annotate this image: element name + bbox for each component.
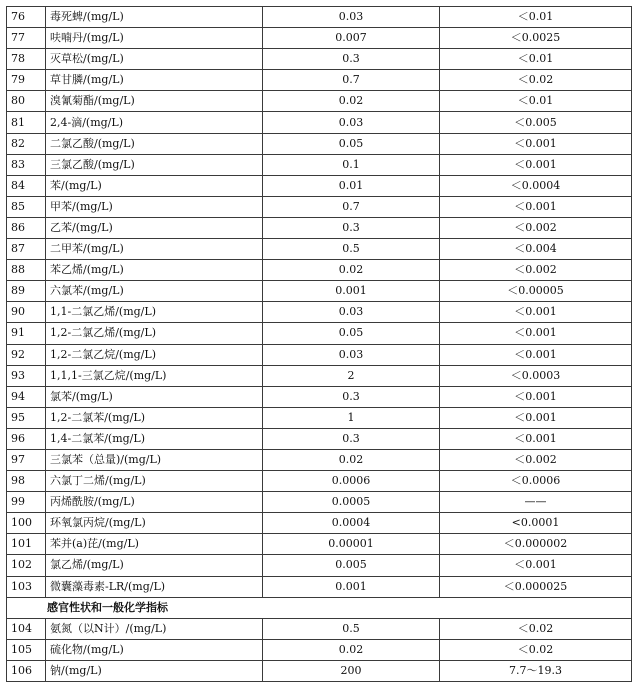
limit-value-cell: 0.05 <box>263 133 440 154</box>
row-number-cell: 79 <box>7 70 46 91</box>
row-number-cell: 78 <box>7 49 46 70</box>
table-row <box>7 618 632 639</box>
measured-value-cell: ＜0.001 <box>440 555 632 576</box>
table-row <box>7 660 632 681</box>
row-number-cell: 104 <box>7 618 46 639</box>
row-number-cell: 80 <box>7 91 46 112</box>
indicator-name-cell: 1,1-二氯乙烯/(mg/L) <box>46 302 263 323</box>
indicator-name-cell: 六氯苯/(mg/L) <box>46 281 263 302</box>
limit-value-cell: 0.3 <box>263 386 440 407</box>
indicator-name-cell: 六氯丁二烯/(mg/L) <box>46 471 263 492</box>
row-number-cell: 102 <box>7 555 46 576</box>
limit-value-cell: 0.03 <box>263 112 440 133</box>
limit-value-cell: 0.5 <box>263 618 440 639</box>
measured-value-cell: 7.7～19.3 <box>440 660 632 681</box>
table-row <box>7 196 632 217</box>
indicator-name-cell: 灭草松/(mg/L) <box>46 49 263 70</box>
row-number-cell: 90 <box>7 302 46 323</box>
row-number-cell: 92 <box>7 344 46 365</box>
row-number-cell: 88 <box>7 260 46 281</box>
measured-value-cell: ＜0.001 <box>440 196 632 217</box>
measured-value-cell: ＜0.001 <box>440 133 632 154</box>
indicator-name-cell: 1,2-二氯乙烯/(mg/L) <box>46 323 263 344</box>
indicator-name-cell: 甲苯/(mg/L) <box>46 196 263 217</box>
indicator-name-cell: 呋喃丹/(mg/L) <box>46 28 263 49</box>
measured-value-cell: ＜0.01 <box>440 91 632 112</box>
measured-value-cell: ＜0.0025 <box>440 28 632 49</box>
limit-value-cell: 0.0005 <box>263 492 440 513</box>
indicator-name-cell: 苯并(a)芘/(mg/L) <box>46 534 263 555</box>
measured-value-cell: ＜0.02 <box>440 70 632 91</box>
measured-value-cell: ＜0.001 <box>440 323 632 344</box>
indicator-name-cell: 苯乙烯/(mg/L) <box>46 260 263 281</box>
measured-value-cell: ＜0.000025 <box>440 576 632 597</box>
table-row <box>7 344 632 365</box>
measured-value-cell: ＜0.000002 <box>440 534 632 555</box>
table-row <box>7 365 632 386</box>
table-row <box>7 239 632 260</box>
indicator-name-cell: 微囊藻毒素-LR/(mg/L) <box>46 576 263 597</box>
measured-value-cell: ＜0.004 <box>440 239 632 260</box>
table-row <box>7 49 632 70</box>
limit-value-cell: 0.02 <box>263 260 440 281</box>
measured-value-cell: ＜0.02 <box>440 618 632 639</box>
table-row <box>7 428 632 449</box>
measured-value-cell: ＜0.002 <box>440 449 632 470</box>
table-row <box>7 7 632 28</box>
table-row <box>7 133 632 154</box>
limit-value-cell: 0.7 <box>263 196 440 217</box>
limit-value-cell: 0.1 <box>263 154 440 175</box>
section-row <box>7 597 632 618</box>
table-row <box>7 323 632 344</box>
limit-value-cell: 0.00001 <box>263 534 440 555</box>
measured-value-cell: ＜0.001 <box>440 428 632 449</box>
indicator-name-cell: 环氧氯丙烷/(mg/L) <box>46 513 263 534</box>
measured-value-cell: ＜0.001 <box>440 407 632 428</box>
row-number-cell: 83 <box>7 154 46 175</box>
limit-value-cell: 0.001 <box>263 576 440 597</box>
row-number-cell: 82 <box>7 133 46 154</box>
limit-value-cell: 0.005 <box>263 555 440 576</box>
limit-value-cell: 0.0004 <box>263 513 440 534</box>
table-row <box>7 175 632 196</box>
table-row <box>7 471 632 492</box>
row-number-cell: 97 <box>7 449 46 470</box>
row-number-cell: 91 <box>7 323 46 344</box>
row-number-cell: 99 <box>7 492 46 513</box>
row-number-cell: 86 <box>7 217 46 238</box>
measured-value-cell: ＜0.0004 <box>440 175 632 196</box>
table-row <box>7 555 632 576</box>
indicator-table <box>6 6 632 682</box>
indicator-name-cell: 氯乙烯/(mg/L) <box>46 555 263 576</box>
table-row <box>7 112 632 133</box>
measured-value-cell: ＜0.00005 <box>440 281 632 302</box>
measured-value-cell: ＜0.01 <box>440 49 632 70</box>
measured-value-cell: ＜0.001 <box>440 386 632 407</box>
indicator-name-cell: 二甲苯/(mg/L) <box>46 239 263 260</box>
limit-value-cell: 200 <box>263 660 440 681</box>
limit-value-cell: 0.3 <box>263 49 440 70</box>
row-number-cell: 81 <box>7 112 46 133</box>
limit-value-cell: 1 <box>263 407 440 428</box>
row-number-cell: 96 <box>7 428 46 449</box>
limit-value-cell: 0.03 <box>263 7 440 28</box>
indicator-name-cell: 二氯乙酸/(mg/L) <box>46 133 263 154</box>
limit-value-cell: 0.01 <box>263 175 440 196</box>
row-number-cell: 95 <box>7 407 46 428</box>
row-number-cell: 100 <box>7 513 46 534</box>
limit-value-cell: 0.0006 <box>263 471 440 492</box>
row-number-cell: 89 <box>7 281 46 302</box>
measured-value-cell: ＜0.0003 <box>440 365 632 386</box>
measured-value-cell: ＜0.0006 <box>440 471 632 492</box>
indicator-name-cell: 草甘膦/(mg/L) <box>46 70 263 91</box>
measured-value-cell: ＜0.01 <box>440 7 632 28</box>
table-row <box>7 492 632 513</box>
measured-value-cell: ＜0.02 <box>440 639 632 660</box>
indicator-name-cell: 1,2-二氯乙烷/(mg/L) <box>46 344 263 365</box>
water-quality-table-page <box>6 6 632 682</box>
measured-value-cell: ＜0.001 <box>440 344 632 365</box>
indicator-name-cell: 氯苯/(mg/L) <box>46 386 263 407</box>
limit-value-cell: 0.3 <box>263 428 440 449</box>
row-number-cell: 103 <box>7 576 46 597</box>
measured-value-cell: ＜0.002 <box>440 217 632 238</box>
limit-value-cell: 0.03 <box>263 302 440 323</box>
table-row <box>7 28 632 49</box>
indicator-table-body <box>7 7 632 682</box>
limit-value-cell: 0.007 <box>263 28 440 49</box>
row-number-cell: 101 <box>7 534 46 555</box>
indicator-name-cell: 丙烯酰胺/(mg/L) <box>46 492 263 513</box>
table-row <box>7 217 632 238</box>
limit-value-cell: 0.03 <box>263 344 440 365</box>
table-row <box>7 302 632 323</box>
limit-value-cell: 0.02 <box>263 91 440 112</box>
table-row <box>7 449 632 470</box>
row-number-cell: 93 <box>7 365 46 386</box>
row-number-cell: 105 <box>7 639 46 660</box>
row-number-cell: 106 <box>7 660 46 681</box>
indicator-name-cell: 乙苯/(mg/L) <box>46 217 263 238</box>
limit-value-cell: 0.02 <box>263 449 440 470</box>
row-number-cell: 84 <box>7 175 46 196</box>
indicator-name-cell: 钠/(mg/L) <box>46 660 263 681</box>
limit-value-cell: 0.05 <box>263 323 440 344</box>
limit-value-cell: 2 <box>263 365 440 386</box>
table-row <box>7 281 632 302</box>
indicator-name-cell: 三氯乙酸/(mg/L) <box>46 154 263 175</box>
indicator-name-cell: 苯/(mg/L) <box>46 175 263 196</box>
table-row <box>7 534 632 555</box>
table-row <box>7 386 632 407</box>
measured-value-cell: ＜0.001 <box>440 302 632 323</box>
measured-value-cell: <0.0001 <box>440 513 632 534</box>
limit-value-cell: 0.3 <box>263 217 440 238</box>
indicator-name-cell: 三氯苯（总量)/(mg/L) <box>46 449 263 470</box>
indicator-name-cell: 1,2-二氯苯/(mg/L) <box>46 407 263 428</box>
table-row <box>7 260 632 281</box>
measured-value-cell: —— <box>440 492 632 513</box>
indicator-name-cell: 毒死蜱/(mg/L) <box>46 7 263 28</box>
table-row <box>7 576 632 597</box>
indicator-name-cell: 硫化物/(mg/L) <box>46 639 263 660</box>
measured-value-cell: ＜0.002 <box>440 260 632 281</box>
table-row <box>7 407 632 428</box>
limit-value-cell: 0.7 <box>263 70 440 91</box>
table-row <box>7 70 632 91</box>
table-row <box>7 154 632 175</box>
measured-value-cell: ＜0.005 <box>440 112 632 133</box>
row-number-cell: 85 <box>7 196 46 217</box>
table-row <box>7 639 632 660</box>
row-number-cell: 87 <box>7 239 46 260</box>
limit-value-cell: 0.001 <box>263 281 440 302</box>
indicator-name-cell: 2,4-滴/(mg/L) <box>46 112 263 133</box>
measured-value-cell: ＜0.001 <box>440 154 632 175</box>
limit-value-cell: 0.5 <box>263 239 440 260</box>
row-number-cell: 77 <box>7 28 46 49</box>
row-number-cell: 76 <box>7 7 46 28</box>
table-row <box>7 91 632 112</box>
row-number-cell: 94 <box>7 386 46 407</box>
section-title: 感官性状和一般化学指标 <box>7 597 632 618</box>
indicator-name-cell: 溴氰菊酯/(mg/L) <box>46 91 263 112</box>
table-row <box>7 513 632 534</box>
row-number-cell: 98 <box>7 471 46 492</box>
indicator-name-cell: 氨氮（以N计）/(mg/L) <box>46 618 263 639</box>
indicator-name-cell: 1,1,1-三氯乙烷/(mg/L) <box>46 365 263 386</box>
indicator-name-cell: 1,4-二氯苯/(mg/L) <box>46 428 263 449</box>
limit-value-cell: 0.02 <box>263 639 440 660</box>
